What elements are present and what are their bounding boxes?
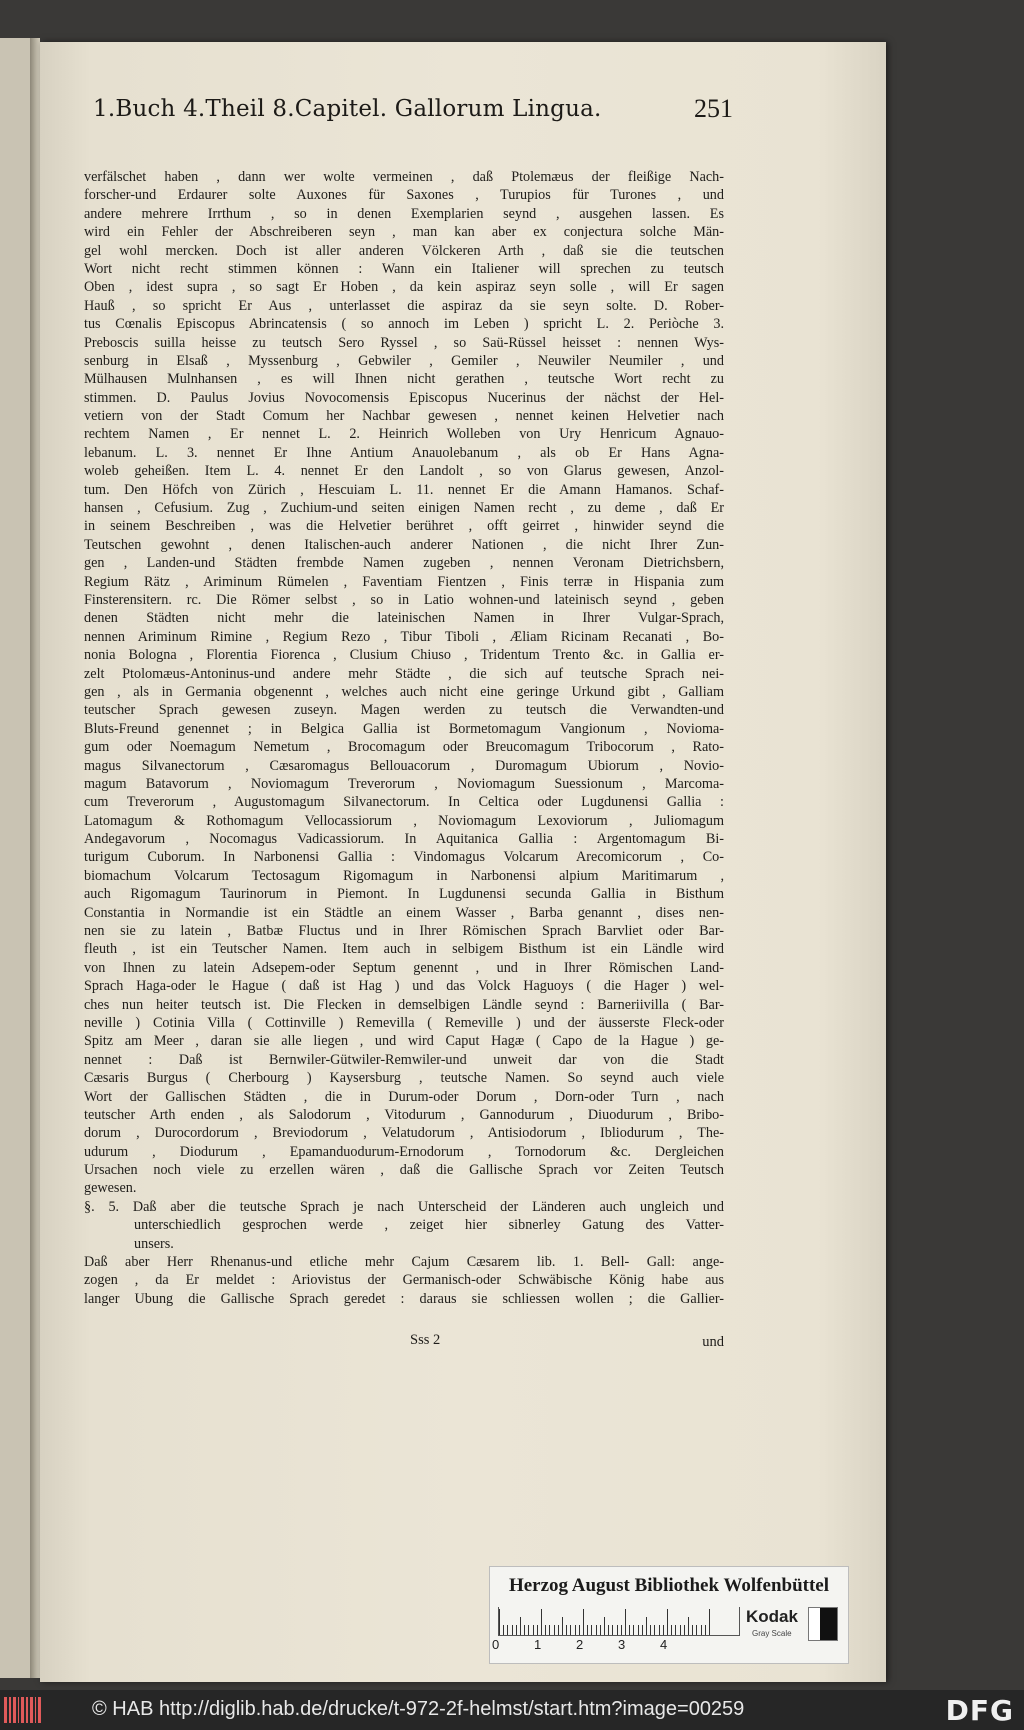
text-line: nennen Ariminum Rimine , Regium Rezo , Tibur Tiboli , Æliam Ricinam Recanati , Bo- <box>84 628 724 645</box>
ruler-tick <box>528 1625 529 1635</box>
ruler-tick <box>587 1625 588 1635</box>
text-line: nen sie zu latein , Batbæ Fluctus und in Ihrer Römischen Sprach Barvliet oder Bar- <box>84 923 724 940</box>
ruler-tick <box>675 1625 676 1635</box>
dfg-logo: DFG <box>945 1694 1014 1727</box>
color-calibration-card <box>489 1566 849 1664</box>
ruler-tick <box>633 1625 634 1635</box>
ruler-tick <box>533 1625 534 1635</box>
text-line: unsers. <box>134 1235 174 1252</box>
ruler-tick <box>617 1625 618 1635</box>
text-line: Wort nicht recht stimmen können : Wann ein Italiener will sprechen zu teutsch <box>84 260 724 277</box>
text-line: tus Cœnalis Episcopus Abrincatensis ( so annoch im Leben ) spricht L. 2. Periòche 3. <box>84 316 724 333</box>
ruler-tick <box>600 1625 601 1635</box>
ruler-number: 4 <box>660 1637 668 1652</box>
ruler-tick <box>558 1625 559 1635</box>
page-text-body <box>84 168 724 1308</box>
library-name: Herzog August Bibliothek Wolfenbüttel <box>508 1575 830 1596</box>
text-line: Spitz am Meer , daran sie alle liegen , und wird Caput Hagæ ( Capo de la Hague ) ge- <box>84 1033 724 1050</box>
ruler-tick <box>541 1609 542 1635</box>
text-line: senburg in Elsaß , Myssenburg , Gebwiler , Gemiler , Neuwiler Neumiler , und <box>84 352 724 369</box>
text-line: teutscher Sprach gewesen zuseyn. Magen werden zu teutsch die Verwandten-und <box>84 702 724 719</box>
text-line: Bluts-Freund genennet ; in Belgica Gallia ist Bormetomagum Vangionum , Novioma- <box>84 720 724 737</box>
ruler-tick <box>638 1625 639 1635</box>
text-line: hansen , Cefusium. Zug , Zuchium-und seiten einigen Namen recht , zu deme , daß Er <box>84 500 724 517</box>
ruler-number: 2 <box>576 1637 584 1652</box>
text-line: fleuth , ist ein Teutscher Namen. Item auch in selbigem Bisthum ist ein Ländle wird <box>84 941 724 958</box>
page-number: 251 <box>694 94 733 123</box>
text-line: denen Städten nicht mehr die lateinischen Namen in Ihrer Vulgar-Sprach, <box>84 610 724 627</box>
ruler-tick <box>621 1625 622 1635</box>
text-line: Regium Rätz , Ariminum Rümelen , Faventiam Fientzen , Finis terræ in Hispania zum <box>84 573 724 590</box>
text-line: cum Treverorum , Augustomagum Silvanectorum. In Celtica oder Lugdunensi Gallia : <box>84 794 724 811</box>
text-line: gen , als in Germania obgenennt , welches auch nicht eine geringe Urkund gibt , Galliam <box>84 683 724 700</box>
ruler-tick <box>663 1625 664 1635</box>
ruler-tick <box>612 1625 613 1635</box>
text-line: teutscher Arth enden , als Salodorum , Vitodurum , Gannodurum , Diuodurum , Bribo- <box>84 1106 724 1123</box>
kodak-logo: Kodak <box>746 1607 798 1626</box>
text-line: unterschiedlich gesprochen werde , zeiget hier sibnerley Gatung des Vatter- <box>134 1217 724 1234</box>
ruler-tick <box>507 1625 508 1635</box>
ruler-tick <box>667 1609 668 1635</box>
signature-mark: Sss 2 <box>410 1332 441 1348</box>
text-line: Ursachen noch viele zu erzellen wären , daß die Gallische Sprach vor Zeiten Teutsch <box>84 1162 724 1179</box>
ruler-tick <box>545 1625 546 1635</box>
text-line: verfälschet haben , dann wer wolte vermeinen , daß Ptolemæus der fleißige Nach- <box>84 169 724 185</box>
ruler-tick <box>629 1625 630 1635</box>
text-line: Cæsaris Burgus ( Cherbourg ) Kaysersburg , teutsche Namen. So seynd auch viele <box>84 1070 724 1087</box>
text-line: ches nun heiter teutsch ist. Die Flecken in demselbigen Ländle seynd : Barneriivilla ( Bar- <box>84 996 724 1013</box>
page-header <box>93 90 733 136</box>
page-gutter <box>30 38 40 1678</box>
text-line: lebanum. L. 3. nennet Er Ihne Antium Anauolebanum , als ob Er Hans Agna- <box>84 444 724 461</box>
ruler-tick <box>642 1625 643 1635</box>
ruler-tick <box>570 1625 571 1635</box>
signature-line <box>84 1332 724 1352</box>
text-line: §. 5. Daß aber die teutsche Sprach je nach Unterscheid der Länderen auch ungleich und <box>84 1198 724 1215</box>
ruler-tick <box>650 1625 651 1635</box>
text-line: Sprach Haga-oder le Hague ( daß ist Hag ) und das Volck Haguoys ( die Hager ) wel- <box>84 978 724 995</box>
text-line: tum. Den Höfch von Zürich , Hescuiam L. 11. nennet Er die Amann Hamanos. Schaf- <box>84 481 724 498</box>
text-line: Finsterensitern. rc. Die Römer selbst , so in Latio wohnen-und lateinisch seynd , geben <box>84 591 724 608</box>
ruler-tick <box>680 1625 681 1635</box>
ruler-tick <box>688 1617 689 1635</box>
text-line: dorum , Durocordorum , Breviodorum , Velatudorum , Antisiodorum , Ibliodurum , The- <box>84 1125 724 1142</box>
text-line: andere mehrere Irrthum , so in denen Exemplarien seynd , ausgehen lassen. Es <box>84 205 724 222</box>
footer-bar <box>0 1690 1024 1730</box>
ruler-tick <box>503 1625 504 1635</box>
text-line: Preboscis suilla heisse zu teutsch Sero Ryssel , so Saü-Rüssel heisset : nennen Wys- <box>84 334 724 351</box>
ruler-tick <box>566 1625 567 1635</box>
text-line: Latomagum & Rothomagum Vellocassiorum , Noviomagum Lexoviorum , Juliomagum <box>84 812 724 829</box>
ruler-tick <box>705 1625 706 1635</box>
ruler-tick <box>537 1625 538 1635</box>
text-line: neville ) Cotinia Villa ( Cottinville ) Remevilla ( Remeville ) und der äusserste Fleck-oder <box>84 1014 724 1031</box>
ruler-tick <box>701 1625 702 1635</box>
text-line: Wort der Gallischen Städten , die in Durum-oder Dorum , Dorn-oder Turn , nach <box>84 1088 724 1105</box>
text-line: turigum Cuborum. In Narbonensi Gallia : Vindomagus Volcarum Arecomicorum , Co- <box>84 849 724 866</box>
gray-patch <box>808 1607 838 1641</box>
ruler-tick <box>646 1617 647 1635</box>
ruler-tick <box>520 1617 521 1635</box>
ruler-tick <box>554 1625 555 1635</box>
barcode-icon <box>4 1697 48 1723</box>
catchword: und <box>702 1334 724 1350</box>
ruler-tick <box>671 1625 672 1635</box>
text-line: nonia Bologna , Florentia Fiorenca , Clusium Chiuso , Tridentum Trento &c. in Gallia er- <box>84 647 724 664</box>
text-line: gen , Landen-und Städten frembde Namen zugeben , nennen Veronam Dietrichsbern, <box>84 555 724 572</box>
text-line: biomachum Volcarum Tectosagum Rigomagum in Narbonensi alpium Maritimarum , <box>84 867 724 884</box>
ruler-tick <box>625 1609 626 1635</box>
text-line: Hauß , so spricht Er Aus , unterlasset die aspiraz da sie seyn solte. D. Rober- <box>84 297 724 314</box>
text-line: gel wohl mercken. Doch ist aller anderen Völckeren Arth , daß sie die teutschen <box>84 242 724 259</box>
ruler-tick <box>684 1625 685 1635</box>
ruler-tick <box>692 1625 693 1635</box>
text-line: wird ein Fehler der Abschreiberen seyn , man kan aber ex conjectura solche Män- <box>84 224 724 241</box>
copyright-link[interactable]: © HAB http://diglib.hab.de/drucke/t-972-2f-helmst/start.htm?image=00259 <box>92 1698 745 1720</box>
ruler-number: 0 <box>492 1637 500 1652</box>
ruler-tick <box>549 1625 550 1635</box>
text-line: gewesen. <box>84 1180 137 1197</box>
text-line: Mülhausen Mulnhansen , es will Ihnen nicht gerathen , teutsche Wort recht zu <box>84 371 724 388</box>
text-line: Constantia in Normandie ist ein Städtle an einem Wasser , Barba genannt , dises nen- <box>84 904 724 921</box>
text-line: woleb geheißen. Item L. 4. nennet Er den Landolt , so von Glarus gewesen, Anzol- <box>84 463 724 480</box>
text-line: langer Ubung die Gallische Sprach geredet : daraus sie schliessen wollen ; die Gallier- <box>84 1290 724 1307</box>
ruler-number: 3 <box>618 1637 626 1652</box>
text-line: forscher-und Erdaurer solte Auxones für Saxones , Turupios für Turones , und <box>84 187 724 204</box>
text-line: vetiern von der Stadt Comum her Nachbar gewesen , nennet keinen Helvetier nach <box>84 408 724 425</box>
text-line: rechtem Namen , Er nennet L. 2. Heinrich Wolleben von Ury Henricum Agnauo- <box>84 426 724 443</box>
text-line: von Ihnen zu latein Adsepem-oder Septum genennt , und in Ihrer Römischen Land- <box>84 959 724 976</box>
grayscale-label: Gray Scale <box>752 1629 792 1638</box>
ruler-tick <box>579 1625 580 1635</box>
text-line: magus Silvanectorum , Cæsaromagus Bellouacorum , Duromagum Ubiorum , Novio- <box>84 757 724 774</box>
text-line: zogen , da Er meldet : Ariovistus der Germanisch-oder Schwäbische König habe aus <box>84 1272 724 1289</box>
ruler-tick <box>575 1625 576 1635</box>
text-line: stimmen. D. Paulus Jovius Novocomensis Episcopus Nucerinus der nächst der Hel- <box>84 389 724 406</box>
ruler-tick <box>499 1609 500 1635</box>
text-line: Oben , idest supra , so sagt Er Hoben , da kein aspiraz seyn solle , will Er sagen <box>84 279 724 296</box>
text-line: magum Batavorum , Noviomagum Treverorum , Noviomagum Suessionum , Marcoma- <box>84 775 724 792</box>
ruler-tick <box>562 1617 563 1635</box>
ruler-tick <box>524 1625 525 1635</box>
ruler-number: 1 <box>534 1637 542 1652</box>
ruler-tick <box>709 1609 710 1635</box>
text-line: Andegavorum , Nocomagus Vadicassiorum. In Aquitanica Gallia : Argentomagum Bi- <box>84 831 724 848</box>
text-line: Daß aber Herr Rhenanus-und etliche mehr Cajum Cæsarem lib. 1. Bell- Gall: ange- <box>84 1254 724 1271</box>
text-line: nennet : Daß ist Bernwiler-Gütwiler-Remwiler-und unweit dar von die Stadt <box>84 1051 724 1068</box>
ruler-tick <box>604 1617 605 1635</box>
ruler-tick <box>591 1625 592 1635</box>
ruler-scale <box>498 1607 740 1636</box>
running-title: 1.Buch 4.Theil 8.Capitel. Gallorum Lingua. <box>93 96 602 122</box>
text-line: zelt Ptolomæus-Antoninus-und andere mehr Städte , die sich auf teutsche Sprach nei- <box>84 665 724 682</box>
text-line: auch Rigomagum Taurinorum in Piemont. In Lugdunensi secunda Gallia in Bisthum <box>84 886 724 903</box>
ruler-tick <box>596 1625 597 1635</box>
text-line: gum oder Noemagum Nemetum , Brocomagum oder Breucomagum Tribocorum , Rato- <box>84 739 724 756</box>
ruler-tick <box>696 1625 697 1635</box>
text-line: Teutschen gewohnt , denen Italischen-auch anderer Nationen , die nicht Ihrer Zun- <box>84 536 724 553</box>
text-line: udurum , Diodurum , Epamanduodurum-Ernodorum , Tornodorum &c. Dergleichen <box>84 1143 724 1160</box>
ruler-tick <box>659 1625 660 1635</box>
ruler-tick <box>516 1625 517 1635</box>
ruler-tick <box>608 1625 609 1635</box>
ruler-numbers <box>492 1637 732 1655</box>
ruler-tick <box>583 1609 584 1635</box>
ruler-tick <box>512 1625 513 1635</box>
text-line: in seinem Beschreiben , was die Helvetier berühret , offt geirret , hinwider seynd die <box>84 518 724 535</box>
ruler-tick <box>654 1625 655 1635</box>
